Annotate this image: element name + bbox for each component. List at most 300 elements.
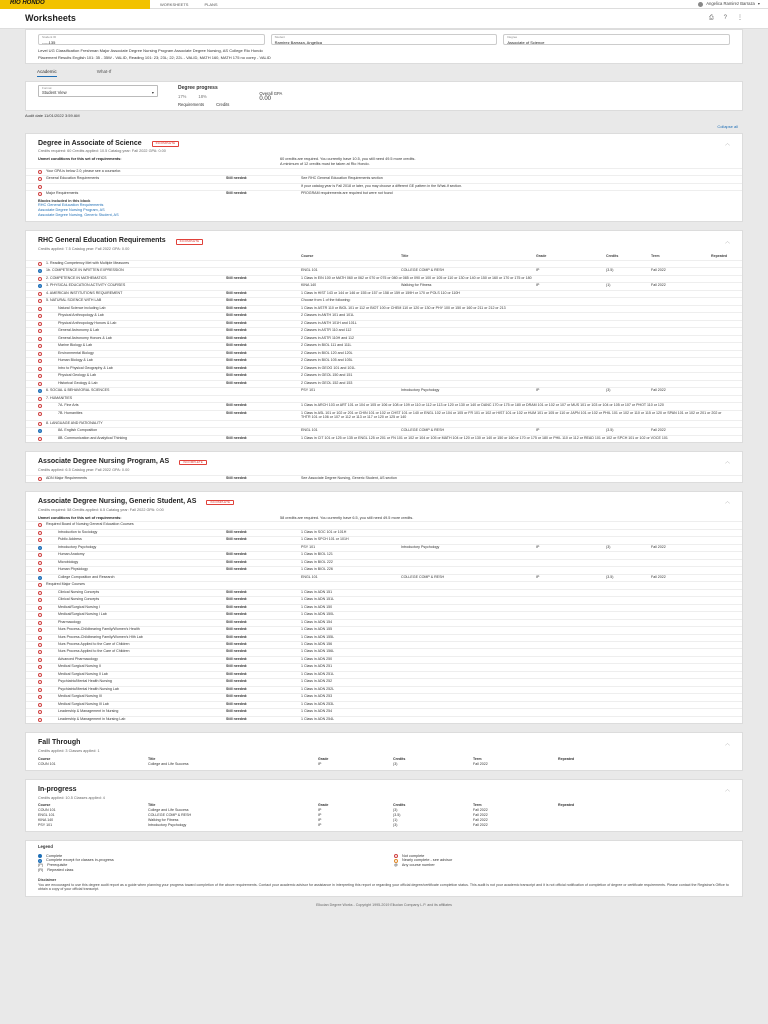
column-header: Term [473,756,482,761]
requirement-detail[interactable]: 1 Class in ARCH 103 or ART 101 or 104 or 105 or 106 or 108 or 109 or 110 or 112 or 113 or 120 or 130 or 140 or DANC 170 or 175 or 180 or DRAM 101 or 102 or 107 or MUS 101 or 103 or 104 or 105 or 107 or PHOT 110 or 120 [301,403,664,408]
requirement-row[interactable] [26,420,742,427]
requirement-row[interactable] [26,671,742,678]
still-needed-label: Still needed: [226,176,248,181]
not-complete-icon [38,606,42,610]
requirement-detail[interactable]: 1 Class in ADN 250 [301,656,333,661]
course-title: Introductory Psychology [401,544,440,549]
requirement-row[interactable] [26,275,742,282]
block-subtitle: Credits applied: 10.5 Classes applied: 4 [38,795,105,800]
requirement-name: Microbiology [58,559,79,564]
requirement-name: Your GPA is below 2.0; please see a counselor. [46,168,122,173]
not-complete-icon [38,628,42,632]
still-needed-label: Still needed: [226,656,248,661]
wildcard-icon: @ [394,863,398,867]
block-title: In-progress [38,785,77,793]
requirement-detail[interactable]: 1 Class in HIST 143 or 144 or 146 or 155 or 157 or 158 or 159 or 159H or 170 or POLS 110 or 110H [301,290,461,295]
requirement-detail[interactable]: 1 Class in ADN 151L [301,597,335,602]
status-cell [38,381,46,387]
credits: (1) [606,283,611,288]
requirement-name: Public Address [58,537,82,542]
chevron-up-icon[interactable]: ︿ [724,238,730,245]
requirement-detail[interactable]: 1 Class in ADN 156L [301,649,335,654]
course-code[interactable]: PSY 101 [301,388,316,393]
still-needed-label: Still needed: [226,335,248,340]
requirement-row[interactable] [26,678,742,685]
course-code[interactable]: ENGL 101 [301,428,318,433]
requirement-name: 1b. COMPETENCE IN WRITTEN EXPRESSION [46,268,124,273]
requirement-row[interactable] [26,596,742,603]
requirements-progress: 17% [178,93,187,99]
status-cell [38,694,46,700]
status-cell [38,597,46,603]
requirement-row[interactable] [26,387,742,394]
course-code[interactable]: PSY 101 [301,544,316,549]
print-icon[interactable]: ⎙ [708,14,714,21]
requirement-name: Introductory Psychology [58,544,97,549]
requirement-row[interactable] [26,357,742,364]
status-cell [38,635,46,641]
requirement-row[interactable] [26,267,742,274]
table-cell: (1) [393,818,398,823]
requirement-row[interactable] [26,574,742,581]
help-icon[interactable]: ? [723,14,727,21]
student-name-field[interactable]: Student Ramirez Barraza, Angelica [271,34,498,45]
requirement-detail[interactable]: 1 Class in EIN 100 or MATH 060 or 062 or 070 or 075 or 080 or 085 or 090 or 100 or 105 or 110 or 130 or 140 or 150 or 160 or 170 or 175 or 180 [301,275,532,280]
overall-gpa: Overall GPA 0.00 [259,90,283,102]
requirement-name: Physical Anthropology & Lab [58,313,104,318]
still-needed-label: Still needed: [226,373,248,378]
still-needed-label: Still needed: [226,365,248,370]
requirement-row[interactable] [26,342,742,349]
requirement-detail[interactable]: 2 Classes in ANTH 101H and 101L [301,320,357,325]
chevron-down-icon: ▾ [151,90,154,96]
status-cell [38,358,46,364]
requirement-row[interactable] [26,282,742,289]
still-needed-label: Still needed: [226,358,248,363]
legend-card: Legend Complete Not complete Complete except for classes in-progress Nearly complete - see advisor (P) Prerequisite @ Any course number (R) Repeated class Disclaimer You are encouraged to use this degree audit report as a guide when planning your progress toward completion of the above requirements. Contact your academic advisor for assistance in interpreting this report or regarding your official degree/certificate completion status. This audit is not your academic transcript and it is not official notification of completion of degree or certificate requirements. Please contact the Registrar's Office to obtain a copy of your official transcript. [25,840,743,897]
collapse-all-link[interactable]: Collapse all [717,123,738,129]
not-complete-icon [38,598,42,602]
status-cell [38,276,46,282]
not-complete-icon [38,583,42,587]
requirement-name: Leadership & Management in Nursing [58,709,119,714]
column-header: Title [148,803,156,808]
requirement-row[interactable] [26,521,742,528]
requirement-row[interactable] [26,641,742,648]
still-needed-label: Still needed: [226,380,248,385]
requirement-row[interactable] [26,380,742,387]
requirement-row[interactable] [26,350,742,357]
requirement-row[interactable] [26,589,742,596]
not-complete-icon [38,665,42,669]
status-cell [38,191,46,197]
status-cell [38,522,46,528]
audit-date: Audit date 11/01/2022 3:59 AM [25,112,80,118]
requirement-detail[interactable]: 1 Class in ADN 253L [301,701,335,706]
not-complete-icon [38,185,42,189]
requirement-row[interactable] [26,626,742,633]
table-row[interactable] [38,823,730,828]
status-cell [38,411,46,417]
status-cell [38,421,46,427]
requirement-detail[interactable]: 1 Class in SOC 101 or 101H [301,529,347,534]
block-link-adn-generic[interactable]: Associate Degree Nursing, Generic Student, AS [38,212,119,217]
term: Fall 2022 [651,428,666,433]
requirement-name: Required Board of Nursing General Education Courses [46,522,134,527]
table-cell: Fall 2022 [473,813,488,818]
table-cell: COLLEGE COMP & RESH [148,813,192,818]
requirement-row[interactable] [26,365,742,372]
requirement-detail[interactable]: 1 Class in ADN 252 [301,679,333,684]
requirement-row[interactable] [26,701,742,708]
requirement-row[interactable] [26,611,742,618]
requirement-detail[interactable]: 1 Class in CIT 101 or 125 or 135 or ENGL 125 or 201 or FN 101 or 102 or 104 or 105 or MATH 104 or 120 or 130 or 140 or 150 or 160 or 170 or 175 or 180 or PHIL 110 or 112 or READ 101 or 102 or SPCH 101 or 102 or VOCE 101 [301,435,668,440]
still-needed-label: Still needed: [226,191,248,196]
column-headers: Course Title Grade Credits Term Repeated [301,253,728,258]
table-cell: College and Life Success [148,761,189,766]
requirement-detail[interactable]: 1 Class in ADN 252L [301,686,335,691]
status-cell [38,261,46,267]
requirement-name: 7B. Humanities [58,410,83,415]
requirement-row[interactable] [26,708,742,715]
table-cell [558,823,618,828]
not-complete-icon [38,359,42,363]
not-complete-icon [38,382,42,386]
requirement-detail[interactable]: 1 Class in ADN 254L [301,716,335,721]
requirement-row[interactable]: ADN Major Requirements Still needed: See Associate Degree Nursing, Generic Student, AS section [26,475,742,482]
requirement-row[interactable] [26,656,742,663]
not-complete-icon [38,538,42,542]
requirement-row[interactable] [26,648,742,655]
requirement-row[interactable] [26,305,742,312]
not-complete-icon [38,643,42,647]
credits: (3) [606,388,611,393]
requirement-detail[interactable]: Choose from 1 of the following: [301,298,351,303]
status-cell [38,657,46,663]
tab-academic[interactable]: Academic [37,69,57,77]
requirement-name: 6. SOCIAL & BEHAVIORAL SCIENCES [46,388,110,393]
status-cell [38,649,46,655]
format-select[interactable]: Format Student View ▾ [38,85,158,97]
in-progress-icon [38,389,42,393]
requirement-name: Clinical Nursing Concepts [58,589,100,594]
college-logo[interactable]: RIO HONDO [0,0,150,9]
status-cell [38,396,46,402]
table-cell [558,762,618,767]
not-complete-icon [38,591,42,595]
in-progress-icon [38,429,42,433]
column-header: Grade [318,756,329,761]
still-needed-label: Still needed: [226,567,248,572]
status-badge: INCOMPLETE [176,239,204,245]
not-complete-icon [38,422,42,426]
requirement-row[interactable] [26,663,742,670]
status-badge: INCOMPLETE [206,500,234,506]
in-progress-block [25,779,743,832]
course-code[interactable]: KINA 140 [301,283,317,288]
view-card [25,81,743,111]
requirement-row[interactable] [26,634,742,641]
requirement-detail[interactable]: 1 Class in BIOL 121 [301,552,333,557]
requirement-detail[interactable]: 1 Class in ADN 253 [301,694,333,699]
requirement-name: Human Biology & Lab [58,358,93,363]
requirement-name: 1. Reading Competency Met with Multiple Measures [46,260,130,265]
requirement-row[interactable] [26,551,742,558]
still-needed-label: Still needed: [226,634,248,639]
requirement-detail[interactable]: 2 Classes in BIOL 120 and 120L [301,350,353,355]
requirement-row[interactable] [26,395,742,402]
status-cell [38,575,46,581]
unmet-conditions: Unmet conditions for this set of requirements: 60 credits are required. You currently have 10.5, you still need 49.5 more credits. A minimum of 12 credits must be taken at Rio Hondo. [38,157,416,166]
block-link-ge[interactable]: RHC General Education Requirements [38,203,104,208]
requirement-row[interactable] [26,410,742,420]
table-row[interactable] [38,762,730,767]
requirement-detail[interactable]: 1 Class in ADN 254 [301,709,333,714]
still-needed-label: Still needed: [226,701,248,706]
chevron-up-icon[interactable]: ︿ [724,740,730,747]
page-header [0,9,768,29]
not-complete-icon [38,650,42,654]
still-needed-label: Still needed: [226,671,248,676]
degree-progress: Degree progress 17% 18% Requirements Credits [178,84,230,108]
requirement-row[interactable] [26,183,742,190]
still-needed-label: Still needed: [226,679,248,684]
not-complete-icon [38,658,42,662]
requirement-detail[interactable]: 1 Class in ADN 150L [301,612,335,617]
status-cell [38,605,46,611]
block-subtitle: Credits applied: 7.5 Catalog year: Fall 2022 GPA: 0.00 [38,247,130,252]
requirement-row[interactable] [26,619,742,626]
nav-plans[interactable]: PLANS [204,1,218,7]
requirement-row[interactable] [26,260,742,267]
requirement-name: Intro to Physical Geography & Lab [58,365,113,370]
requirement-detail[interactable]: 1 Class in ADN 156 [301,641,333,646]
requirement-detail[interactable]: 1 Class in ADN 154 [301,619,333,624]
prerequisite-icon: (P) [38,863,44,867]
requirement-row[interactable] [26,536,742,543]
still-needed-label: Still needed: [226,589,248,594]
requirement-row[interactable] [26,327,742,334]
requirement-row[interactable] [26,716,742,723]
chevron-down-icon: ▾ [757,1,760,7]
status-cell [38,560,46,566]
not-complete-icon [38,568,42,572]
still-needed-label: Still needed: [226,275,248,280]
still-needed-label: Still needed: [226,350,248,355]
table-cell: COUN 101 [38,761,56,766]
status-cell [38,321,46,327]
requirement-detail[interactable]: 1 Class in BIOL 222 [301,559,333,564]
requirement-row[interactable] [26,320,742,327]
requirement-name: Psychiatric/Mental Health Nursing Lab [58,686,119,691]
not-complete-icon [38,621,42,625]
requirement-detail[interactable]: 1 Class in ASTR 110 or BIOL 101 or 112 or BIOT 100 or CHEM 110 or 120 or 130 or PHY 100 or 150 or 160 or 211 or 212 or 213 [301,305,506,310]
requirement-row[interactable] [26,290,742,297]
status-cell [38,620,46,626]
requirement-detail[interactable]: 2 Classes in ASTR 110H and 112 [301,335,355,340]
requirement-name: General Astronomy Honors & Lab [58,335,112,340]
nav-worksheets[interactable]: WORKSHEETS [160,1,189,7]
requirement-row[interactable] [26,686,742,693]
status-cell [38,268,46,274]
requirement-detail[interactable]: 1 Class in ASL 101 or 102 or 201 or CHIN 101 or 102 or CHST 101 or 140 or ENGL 102 or 104 or 105 or FR 101 or 102 or HIST 101 or 102 or HUM 101 or 105 or 110 or JAPN 101 or 102 or PHIL 101 or 102 or 110 or 115 or 120 or SPAN 101 or 102 or 201 or 202 or THTR 101 or 106 or 107 or 112 or 113 or 117 or 120 or 125 or 140 [301,410,722,420]
tab-what-if[interactable]: What-If [96,69,112,74]
status-cell [38,176,46,182]
more-icon[interactable]: ⋮ [737,14,743,21]
not-complete-icon [38,367,42,371]
placement-results: Placement Results English 101: 35 - 35W - VALID, Reading 101: 23; 23L; 22; 22L - VALID, MATH 160, MATH 175 no corey - VALID [38,55,271,60]
requirement-name: 7A. Fine Arts [58,403,79,408]
course-title: COLLEGE COMP & RESH [401,574,445,579]
not-complete-icon [38,397,42,401]
status-cell [38,702,46,708]
block-title: RHC General Education Requirements [38,237,166,245]
requirement-name: 3. PHYSICAL EDUCATION ACTIVITY COURSES [46,283,126,288]
column-header: Credits [393,756,406,761]
not-complete-icon [38,292,42,296]
requirement-row[interactable] [26,168,742,175]
requirement-detail[interactable]: PROGRAM requirements are required but were not found [301,191,393,196]
requirement-detail[interactable]: 1 Class in ADN 155L [301,634,335,639]
requirement-detail[interactable]: 2 Classes in GEOG 101 and 101L [301,365,356,370]
term: Fall 2022 [651,268,666,273]
user-name: Angelica Ramirez Barraza [706,1,755,7]
term: Fall 2022 [651,574,666,579]
course-code[interactable]: ENGL 101 [301,268,318,273]
not-complete-icon [38,636,42,640]
requirement-row[interactable] [26,559,742,566]
status-cell [38,373,46,379]
status-cell [38,545,46,551]
not-complete-icon [38,299,42,303]
requirement-row[interactable] [26,402,742,409]
requirement-detail[interactable]: 1 Class in ADN 251L [301,671,335,676]
requirement-name: Nurs Process-Childbearing Family/Women's Health [58,627,140,632]
not-complete-icon [38,718,42,722]
fall-through-block [25,732,743,770]
block-link-adn-program[interactable]: Associate Degree Nursing Program, AS [38,207,105,212]
requirement-detail[interactable]: 2 Classes in ANTH 101 and 101L [301,313,355,318]
requirement-detail[interactable]: 1 Class in ADN 155 [301,627,333,632]
still-needed-label: Still needed: [226,313,248,318]
requirement-detail[interactable]: 2 Classes in GEOL 150 and 151 [301,373,353,378]
requirement-row[interactable] [26,581,742,588]
column-header: Grade [318,803,329,808]
requirement-row[interactable] [26,529,742,536]
chevron-up-icon[interactable]: ︿ [724,140,730,147]
course-code[interactable]: ENGL 101 [301,574,318,579]
requirement-name: College Composition and Research [58,574,115,579]
requirement-row[interactable] [26,435,742,442]
requirement-detail[interactable]: 1 Class in ADN 151 [301,589,333,594]
requirement-row[interactable] [26,312,742,319]
footer: Ellucian Degree Works - Copyright 1995-2019 Ellucian Company L.P. and its affiliates [316,902,452,907]
requirement-row[interactable] [26,544,742,551]
status-cell [38,388,46,394]
requirement-detail[interactable]: 2 Classes in BIOL 111 and 111L [301,343,352,348]
term: Fall 2022 [651,388,666,393]
status-cell [38,537,46,543]
still-needed-label: Still needed: [226,298,248,303]
status-cell [38,590,46,596]
not-complete-icon [38,177,42,181]
requirement-name: Psychiatric/Mental Health Nursing [58,679,112,684]
status-cell [38,169,46,175]
status-cell [38,582,46,588]
status-cell [38,184,46,190]
requirement-detail[interactable]: See RHC General Education Requirements section [301,176,383,181]
requirement-detail[interactable]: If your catalog year is Fall 2018 or later, you may choose a different GE pattern in the What-If section. [301,183,463,188]
requirement-row[interactable] [26,566,742,573]
requirement-detail[interactable]: 2 Classes in BIOL 105 and 105L [301,358,353,363]
requirement-row[interactable] [26,693,742,700]
requirement-name: 8B. Communication and Analytical Thinking [58,435,128,440]
requirement-name: Environmental Biology [58,350,94,355]
student-info-line: Level UG Classification Freshman Major Associate Degree Nursing Program Associate Degree Nursing, AS College Rio Hondo [38,48,263,53]
requirement-row[interactable] [26,175,742,182]
requirement-row[interactable] [26,190,742,197]
status-cell [38,687,46,693]
chevron-up-icon[interactable]: ︿ [724,499,730,506]
status-cell [38,664,46,670]
status-cell [38,679,46,685]
requirement-row[interactable] [26,604,742,611]
requirement-detail[interactable]: 2 Classes in GEOL 152 and 153 [301,380,353,385]
course-title: Introductory Psychology [401,388,440,393]
still-needed-label: Still needed: [226,559,248,564]
requirement-detail[interactable]: 1 Class in SPCH 101 or 101H [301,537,349,542]
table-cell: Fall 2022 [473,761,488,766]
audit-tabs [0,64,768,77]
still-needed-label: Still needed: [226,328,248,333]
requirement-name: Nurs Process Applied to the Care of Children [58,641,130,646]
requirement-detail[interactable]: 1 Class in ADN 251 [301,664,333,669]
table-cell: IP [318,818,322,823]
not-complete-icon [38,523,42,527]
still-needed-label: Still needed: [226,343,248,348]
requirement-detail[interactable]: 1 Class in ADN 150 [301,604,333,609]
requirement-name: 4. AMERICAN INSTITUTIONS REQUIREMENT [46,290,123,295]
requirement-detail[interactable]: 2 Classes in ASTR 110 and 112 [301,328,352,333]
requirement-row[interactable] [26,372,742,379]
still-needed-label: Still needed: [226,612,248,617]
user-menu[interactable] [698,1,760,6]
column-header: Course [38,756,51,761]
still-needed-label: Still needed: [226,686,248,691]
student-id-field[interactable]: Student ID -----135 [38,34,265,45]
header-actions [709,15,743,23]
chevron-up-icon[interactable]: ︿ [724,459,730,466]
status-cell [38,343,46,349]
still-needed-label: Still needed: [226,604,248,609]
requirement-row[interactable] [26,335,742,342]
requirement-row[interactable] [26,427,742,434]
column-header: Course [38,803,51,808]
grade: IP [536,388,540,393]
table-cell: Introductory Psychology [148,823,187,828]
table-cell: IP [318,813,322,818]
table-cell: IP [318,761,322,766]
requirement-detail[interactable]: 1 Class in BIOL 226 [301,567,333,572]
requirement-row[interactable] [26,297,742,304]
not-complete-icon [38,352,42,356]
not-complete-icon [38,561,42,565]
credits: (3) [606,544,611,549]
degree-field[interactable]: Degree Associate of Science [503,34,730,45]
still-needed-label: Still needed: [226,320,248,325]
requirement-name: Marine Biology & Lab [58,343,93,348]
chevron-up-icon[interactable]: ︿ [724,787,730,794]
